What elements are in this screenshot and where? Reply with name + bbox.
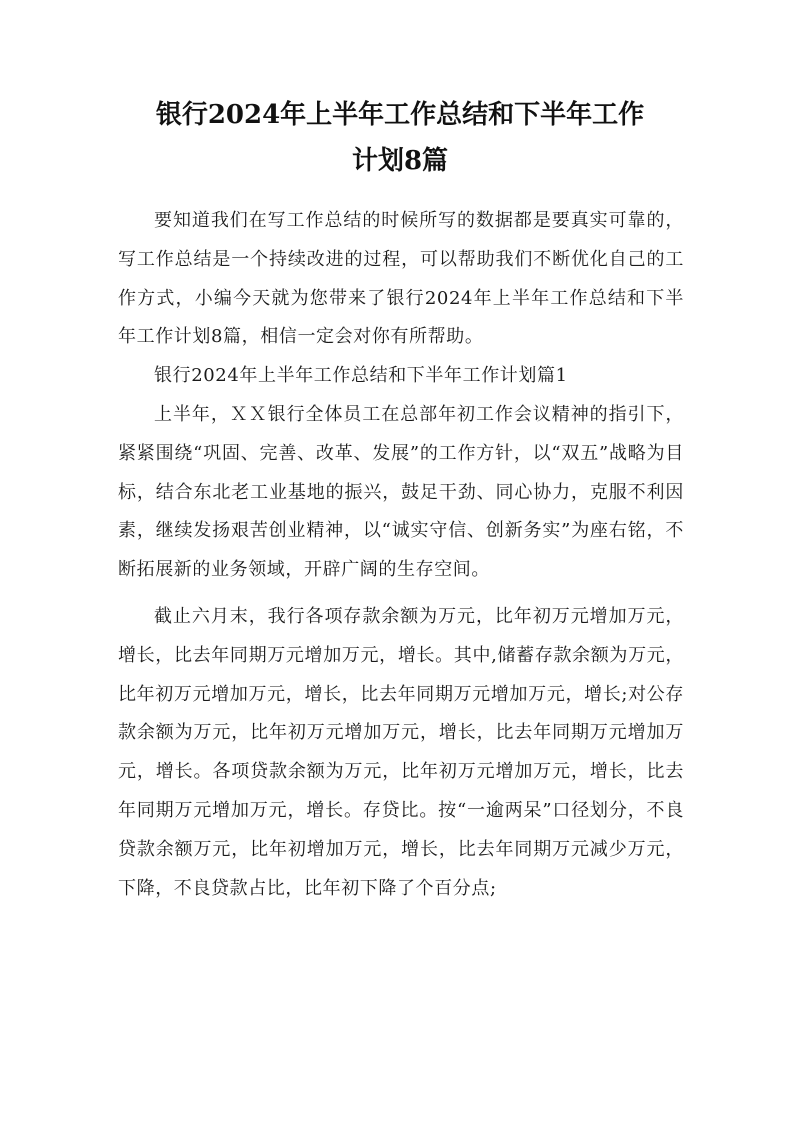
section-heading: 银行2024年上半年工作总结和下半年工作计划篇1: [154, 365, 568, 387]
document-body: [118, 202, 684, 908]
body-paragraph-1: 上半年，ＸＸ银行全体员工在总部年初工作会议精神的指引下，紧紧围绕“巩固、完善、改革、发展”的工作方针，以“双五”战略为目标，结合东北老工业基地的振兴，鼓足干劲、同心协力，克服不利因素，继续发扬艰苦创业精神，以“诚实守信、创新务实”为座右铭，不断拓展新的业务领域，开辟广阔的生存空间。: [118, 403, 684, 581]
document-title: [110, 92, 690, 184]
intro-paragraph: 要知道我们在写工作总结的时候所写的数据都是要真实可靠的，写工作总结是一个持续改进的过程，可以帮助我们不断优化自己的工作方式，小编今天就为您带来了银行2024年上半年工作总结和下半年工作计划8篇，相信一定会对你有所帮助。: [118, 210, 684, 348]
body-paragraph-2: 截止六月末，我行各项存款余额为万元，比年初万元增加万元，增长，比去年同期万元增加万元，增长。其中,储蓄存款余额为万元，比年初万元增加万元，增长，比去年同期万元增加万元，增长;对公存款余额为万元，比年初万元增加万元，增长，比去年同期万元增加万元，增长。各项贷款余额为万元，比年初万元增加万元，增长，比去年同期万元增加万元，增长。存贷比。按“一逾两呆”口径划分，不良贷款余额万元，比年初增加万元，增长，比去年同期万元减少万元，下降，不良贷款占比，比年初下降了个百分点;: [118, 605, 684, 899]
title-line-2: 计划8篇: [351, 146, 449, 176]
title-line-1: 银行2024年上半年工作总结和下半年工作: [155, 100, 645, 130]
